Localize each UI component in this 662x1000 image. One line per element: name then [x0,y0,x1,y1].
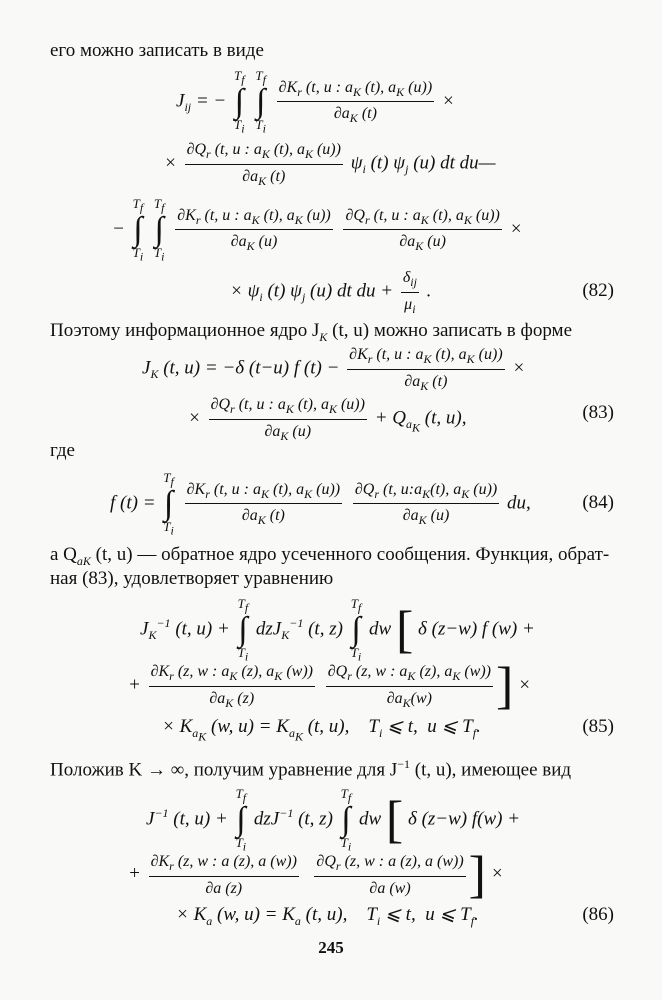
equation-82-line-3: − $T_f$ ∫ $T_i$ $T_f$ ∫ $T_i$ $\frac{\partial K_r (t, u : a_K (t), a_K (u))}{\partial a_K (u)}$ $\frac{\partial Q_r (t, u : a_K (t), a_K (u))}{\partial a_K (u)}$ × [112,196,523,264]
paragraph-inverse-kernel-line-2: ная (83), удовлетворяет уравнению [50,568,334,589]
paragraph-inverse-kernel-line-1: а $Q_{aK}$ (t, u) — обратное ядро усеченного сообщения. Функция, обрат- [50,544,610,568]
equation-83-line-2: × $\frac{\partial Q_r (t, u : a_K (t), a_K (u))}{\partial a_K (u)}$ + $Q_{a_K}$ (t, u), [188,396,467,443]
equation-85-line-2: + $\frac{\partial K_r (z, w : a_K (z), a_K (w))}{\partial a_K (z)}$ $\frac{\partial Q_r (z, w : a_K (z), a_K (w))}{\partial a_K(w)}$ ] × [128,657,531,715]
equation-84: f (t) = $T_f$ ∫ $T_i$ $\frac{\partial K_r (t, u : a_K (t), a_K (u))}{\partial a_K (t)}$ $\frac{\partial Q_r (t, u:a_K(t), a_K (u))}{\partial a_K (u)}$ du, [110,470,531,538]
paragraph-information-kernel: Поэтому информационное ядро $J_K$ (t, u) можно записать в форме [50,320,573,344]
equation-85-line-3: × $K_{a_K}$ (w, $u) = K_{a_K}$ (t, u), $T_i$ ⩽ t, u ⩽ $T_f$. [162,716,481,744]
equation-number-84: (84) [582,492,614,513]
equation-86-line-1: $J^{-1}$ (t, u) + $T_f$ ∫ $T_i$ dzJ$^{-1}$ (t, z) $T_f$ ∫ $T_i$ dw [ δ (z−w) f(w) + [146,786,521,854]
page-number: 245 [318,938,344,957]
equation-86-line-2: + $\frac{\partial K_r (z, w : a (z), a (w))}{\partial a (z)}$ $\frac{\partial Q_r (z, w : a (z), a (w))}{\partial a (w)}$ ] × [128,846,504,904]
where-text: где [50,440,75,461]
intro-text: его можно записать в виде [50,40,264,61]
equation-number-86: (86) [582,904,614,925]
equation-82-line-1: $J_{ij}$ = − $T_f$ ∫ $T_i$ $T_f$ ∫ $T_i$ $\frac{\partial K_r (t, u : a_K (t), a_K (u))}{\partial a_K (t)}$ × [176,68,455,136]
equation-83-line-1: $J_K$ (t, u) = −δ (t−u) f (t) − $\frac{\partial K_r (t, u : a_K (t), a_K (u))}{\partial a_K (t)}$ × [142,346,526,393]
equation-number-85: (85) [582,716,614,737]
equation-number-82: (82) [582,280,614,301]
equation-82-line-2: × $\frac{\partial Q_r (t, u : a_K (t), a_K (u))}{\partial a_K (t)}$ $\psi_i$ (t) $\psi_j$ (u) dt du— [164,141,496,188]
equation-number-83: (83) [582,402,614,423]
paragraph-limit: Положив K → ∞, получим уравнение для $J^{-1}$ (t, u), имеющее вид [50,757,572,781]
equation-86-line-3: × $K_a$ (w, $u) = K_a$ (t, u), $T_i$ ⩽ t, u ⩽ $T_f$. [176,904,479,928]
equation-85-line-1: $J_K^{-1}$ (t, u) + $T_f$ ∫ $T_i$ dzJ$_K^{-1}$ (t, z) $T_f$ ∫ $T_i$ dw [ δ (z−w) f (w) + [140,596,535,664]
equation-82-line-4: × $\psi_i$ (t) $\psi_j$ (u) dt du + $\frac{\delta_{ij}}{\mu_i}$ . [230,269,432,316]
